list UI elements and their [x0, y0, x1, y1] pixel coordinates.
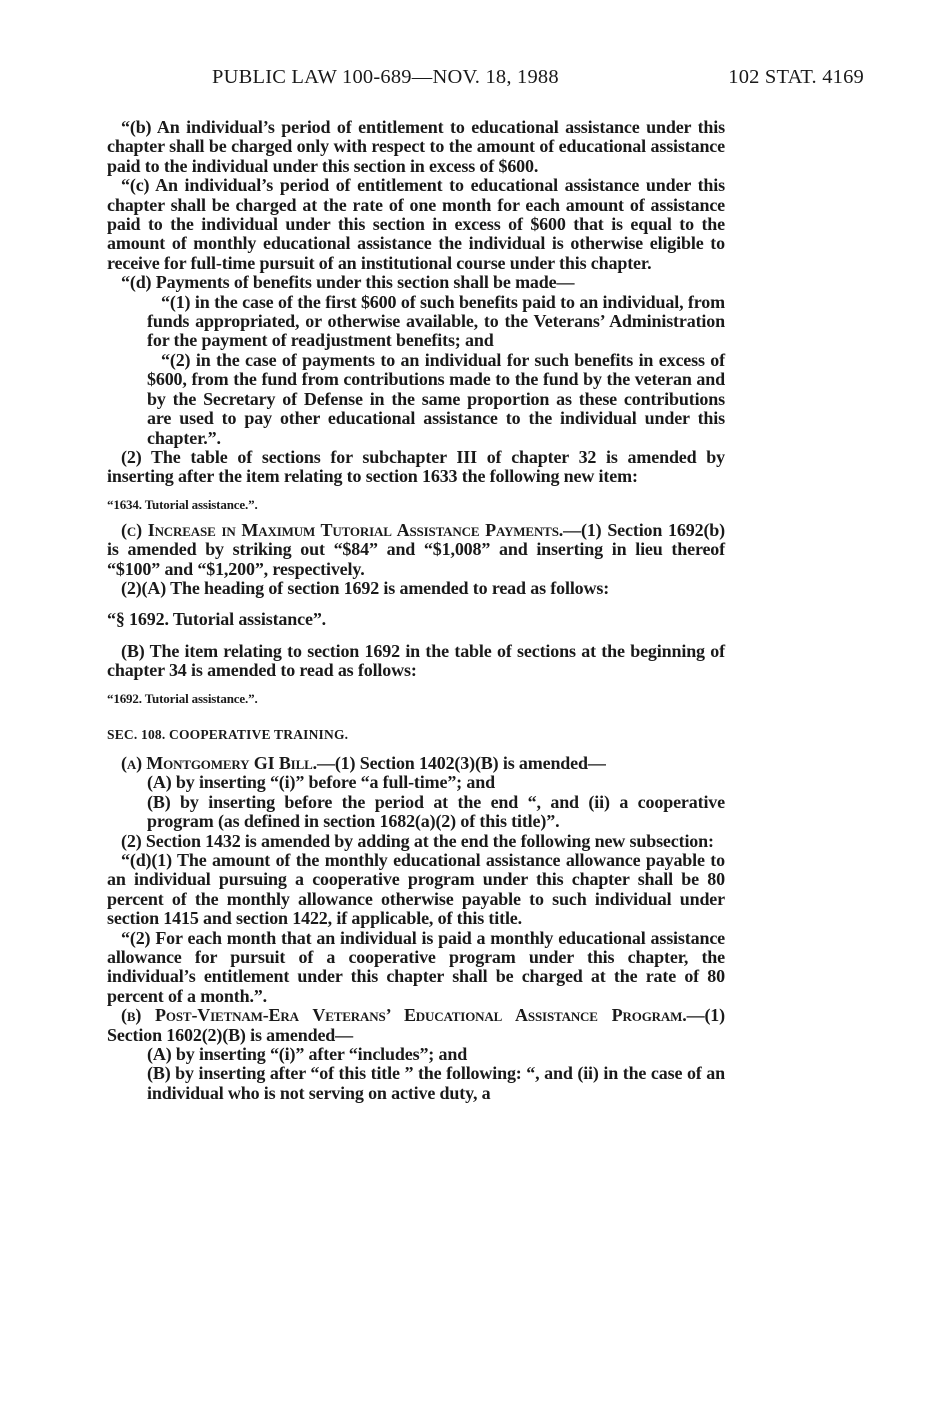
paragraph-aB: (B) by inserting before the period at the end “, and (ii) a cooperative program (as defined in section 1682(a)(2) of this title)”.	[147, 791, 725, 832]
section-108-heading: SEC. 108. COOPERATIVE TRAINING.	[107, 726, 349, 742]
section-1692-heading: “§ 1692. Tutorial assistance”.	[107, 609, 327, 630]
running-title: PUBLIC LAW 100-689—NOV. 18, 1988	[212, 66, 559, 88]
subsection-a-text: —(1) Section 1402(3)(B) is amended—	[316, 752, 606, 773]
stat-page-number: 102 STAT. 4169	[728, 66, 864, 88]
paragraph-c: “(c) An individual’s period of entitlement to educational assistance under this chapter shall be charged at the rate of one month for each amount of assistance paid to the individual under this section in excess of $600 that is equal to the amount of monthly educational assistance the individual is otherwise eligible to receive for full-time pursuit of an institutional course under this chapter.	[107, 175, 725, 273]
paragraph-dd2: “(2) For each month that an individual is paid a monthly educational assistance allowance for pursuit of a cooperative program under this chapter, the individual’s entitlement under this chapter shall be charged at the rate of 80 percent of a month.”.	[107, 927, 725, 1006]
subsection-b-text: —(1) Section 1602(2)(B) is amended—	[107, 1005, 725, 1045]
page-header	[112, 66, 864, 94]
subsection-a-heading: (a) Montgomery GI Bill.	[121, 752, 317, 773]
subsection-b-heading: (b) Post-Vietnam-Era Veterans’ Educational Assistance Program.	[121, 1005, 687, 1026]
subsection-c	[107, 521, 725, 579]
paragraph-bB: (B) by inserting after “of this title ” the following: “, and (ii) in the case of an individual who is not serving on active duty, a	[147, 1063, 725, 1103]
subsection-b	[107, 1006, 725, 1045]
paragraph-c2a: (2)(A) The heading of section 1692 is amended to read as follows:	[121, 577, 610, 598]
subsection-c-text: —(1) Section 1692(b) is amended by striking out “$84” and “$1,008” and inserting in lieu thereof “$100” and “$1,200”, respectively.	[107, 519, 726, 579]
paragraph-2-table-of-sections: (2) The table of sections for subchapter III of chapter 32 is amended by inserting after the item relating to section 1633 the following new item:	[107, 446, 725, 487]
subsection-a	[107, 754, 725, 773]
paragraph-dd1: “(d)(1) The amount of the monthly educational assistance allowance payable to an individual pursuing a cooperative program under this chapter shall be 80 percent of the monthly allowance otherwise payable to such individual under section 1415 and section 1422, if applicable, of this title.	[107, 850, 725, 929]
item-1692: “1692. Tutorial assistance.”.	[107, 690, 258, 706]
document-body	[107, 118, 725, 1103]
paragraph-c2b: (B) The item relating to section 1692 in the table of sections at the beginning of chapter 34 is amended to read as follows:	[107, 640, 725, 681]
paragraph-aA: (A) by inserting “(i)” before “a full-time”; and	[147, 772, 495, 793]
paragraph-d2: “(2) in the case of payments to an individual for such benefits in excess of $600, from the fund from contributions made to the fund by the veteran and by the Secretary of Defense in the same proportion as these contributions are used to pay other educational assistance to the individual under this chapter.”.	[147, 349, 725, 448]
paragraph-a2: (2) Section 1432 is amended by adding at the end the following new subsection:	[121, 830, 714, 851]
subsection-c-heading: (c) Increase in Maximum Tutorial Assistance Payments.	[121, 519, 564, 540]
paragraph-d1: “(1) in the case of the first $600 of such benefits paid to an individual, from funds appropriated, or otherwise available, to the Veterans’ Administration for the payment of readjustment benefits; and	[147, 291, 725, 351]
item-1634: “1634. Tutorial assistance.”.	[107, 496, 258, 512]
paragraph-b: “(b) An individual’s period of entitlement to educational assistance under this chapter shall be charged only with respect to the amount of educational assistance paid to the individual under this section in excess of $600.	[107, 117, 725, 176]
paragraph-bA: (A) by inserting “(i)” after “includes”; and	[147, 1044, 468, 1065]
paragraph-d: “(d) Payments of benefits under this section shall be made—	[121, 272, 575, 293]
